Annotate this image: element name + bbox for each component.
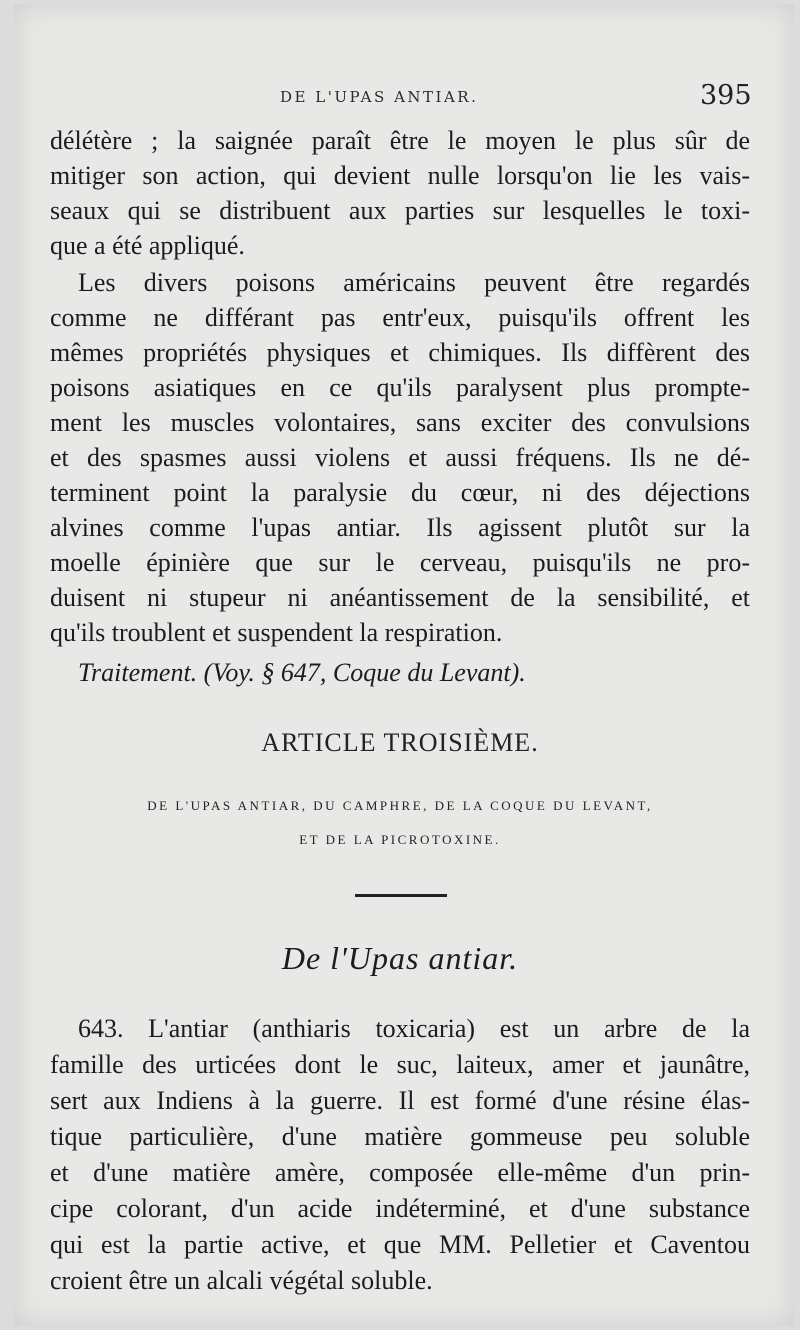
section-divider xyxy=(355,894,447,897)
text-line: tique particulière, d'une matière gommeuse peu soluble xyxy=(50,1122,750,1151)
page-number: 395 xyxy=(700,80,752,111)
text-line: alvines comme l'upas antiar. Ils agissent plutôt sur la xyxy=(50,513,750,542)
text-line: qui est la partie active, et que MM. Pelletier et Caventou xyxy=(50,1230,750,1259)
section-title: De l'Upas antiar. xyxy=(281,940,519,976)
running-title: DE L'UPAS ANTIAR. xyxy=(280,88,479,106)
treatment-line: Traitement. (Voy. § 647, Coque du Levant). xyxy=(78,658,526,687)
text-line: terminent point la paralysie du cœur, ni des déjections xyxy=(50,478,750,507)
text-line: délétère ; la saignée paraît être le moyen le plus sûr de xyxy=(50,126,750,155)
text-line: sert aux Indiens à la guerre. Il est formé d'une résine élas- xyxy=(50,1086,750,1115)
text-line: et des spasmes aussi violens et aussi fréquens. Ils ne dé- xyxy=(50,443,750,472)
text-line: duisent ni stupeur ni anéantissement de la sensibilité, et xyxy=(50,583,750,612)
text-line: qu'ils troublent et suspendent la respiration. xyxy=(50,618,503,647)
text-line: que a été appliqué. xyxy=(50,231,245,260)
text-line: Les divers poisons américains peuvent être regardés xyxy=(78,268,750,297)
text-line: ment les muscles volontaires, sans exciter des convulsions xyxy=(50,408,750,437)
article-title: ARTICLE TROISIÈME. xyxy=(261,728,539,757)
text-line: 643. L'antiar (anthiaris toxicaria) est un arbre de la xyxy=(78,1014,750,1043)
text-line: et d'une matière amère, composée elle-même d'un prin- xyxy=(50,1158,750,1187)
text-line: mêmes propriétés physiques et chimiques. Ils diffèrent des xyxy=(50,338,750,367)
text-line: mitiger son action, qui devient nulle lorsqu'on lie les vais- xyxy=(50,161,750,190)
article-subtitle-line-2: ET DE LA PICROTOXINE. xyxy=(299,832,501,847)
text-line: croient être un alcali végétal soluble. xyxy=(50,1266,433,1295)
text-line: poisons asiatiques en ce qu'ils paralysent plus prompte- xyxy=(50,373,750,402)
text-line: famille des urticées dont le suc, laiteux, amer et jaunâtre, xyxy=(50,1050,750,1079)
article-subtitle-line-1: DE L'UPAS ANTIAR, DU CAMPHRE, DE LA COQUE DU LEVANT, xyxy=(147,798,653,813)
text-line: cipe colorant, d'un acide indéterminé, et d'une substance xyxy=(50,1194,750,1223)
text-line: moelle épinière que sur le cerveau, puisqu'ils ne pro- xyxy=(50,548,750,577)
text-line: seaux qui se distribuent aux parties sur lesquelles le toxi- xyxy=(50,196,750,225)
text-line: comme ne différant pas entr'eux, puisqu'ils offrent les xyxy=(50,303,750,332)
